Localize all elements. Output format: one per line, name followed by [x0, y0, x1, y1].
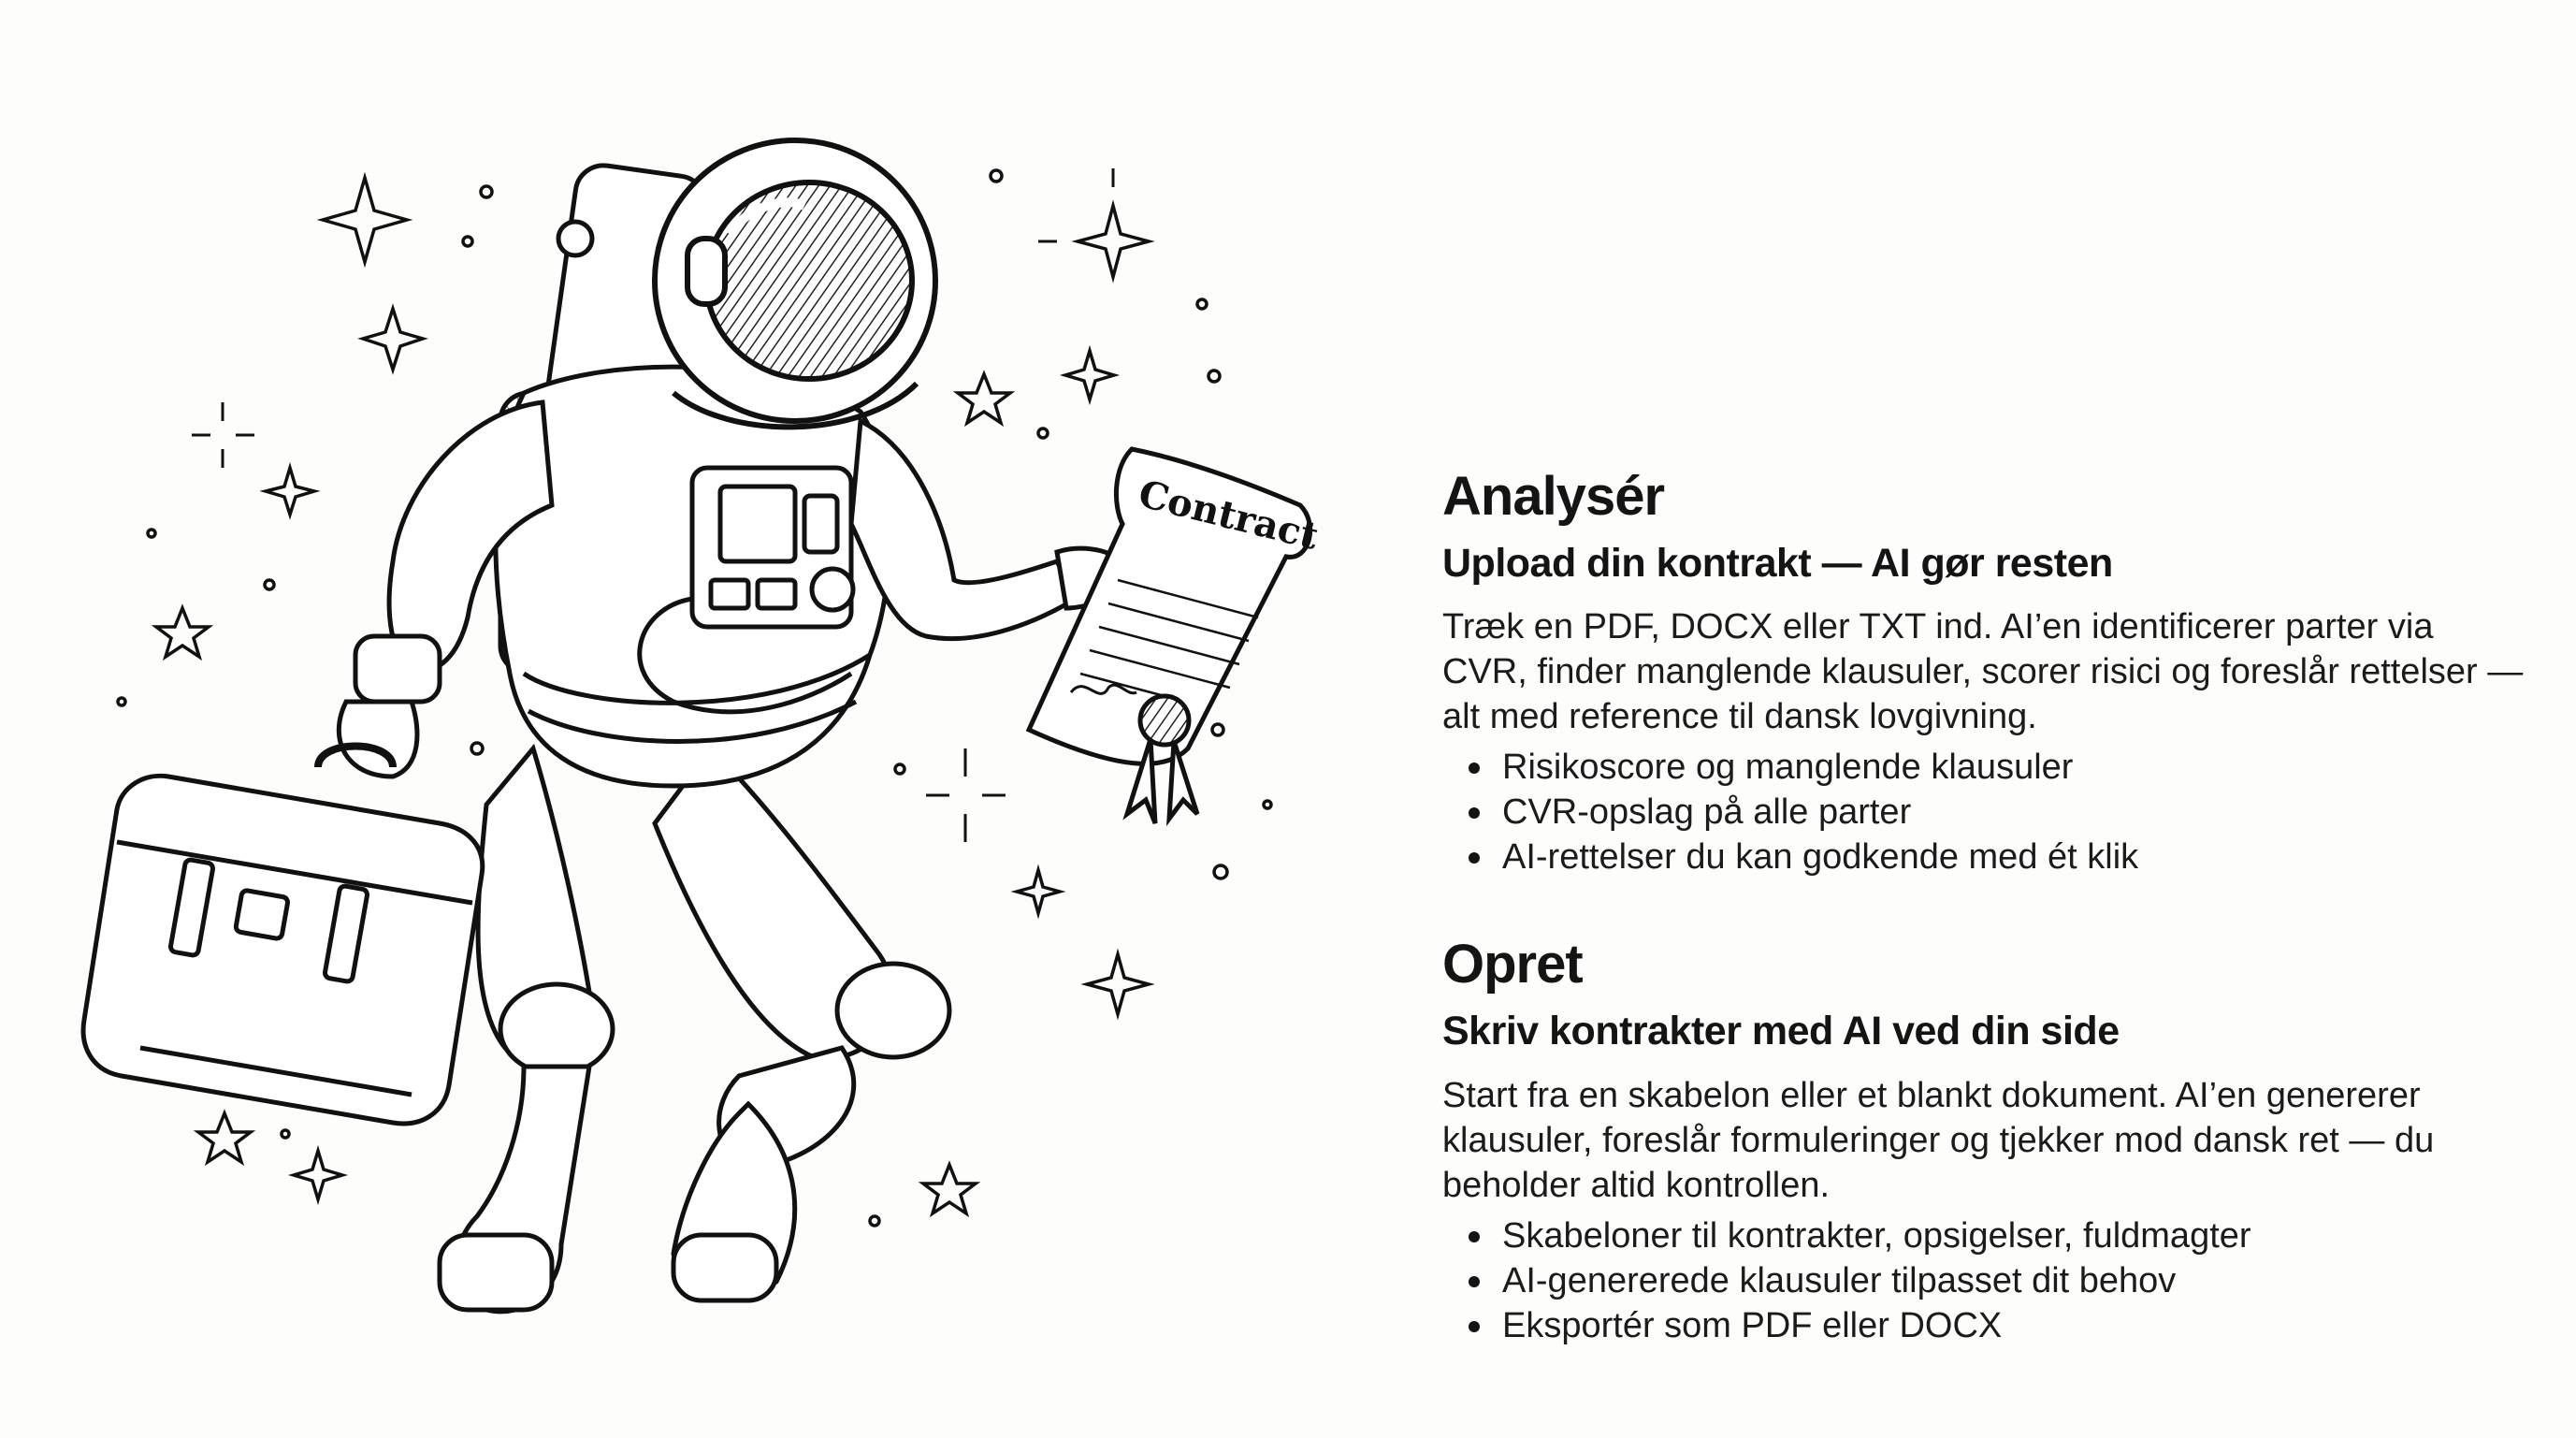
section-title: Analysér [1442, 466, 1665, 527]
right-leg [655, 748, 949, 1300]
contract-scroll-label: Contract [1134, 472, 1324, 559]
section-opret [1442, 934, 2527, 1347]
briefcase-icon [83, 747, 483, 1124]
section-body: Træk en PDF, DOCX eller TXT ind. AI’en identificerer parter via CVR, finder manglende klausuler, scorer risici og foreslår rettelser — alt med reference til dansk lovgivning. [1442, 607, 2524, 737]
list-item: AI-rettelser du kan godkende med ét klik [1465, 835, 2527, 879]
feature-list [1442, 1213, 2527, 1348]
list-item: Skabeloner til kontrakter, opsigelser, fuldmagter [1465, 1213, 2527, 1258]
list-item: Risikoscore og manglende klausuler [1465, 745, 2527, 790]
section-body: Start fra en skabelon eller et blankt dokument. AI’en genererer klausuler, foreslår formuleringer og tjekker mod dansk ret — du beholder altid kontrollen. [1442, 1075, 2435, 1205]
section-subtitle: Skriv kontrakter med AI ved din side [1442, 1008, 2120, 1053]
section-subtitle: Upload din kontrakt — AI gør resten [1442, 540, 2113, 586]
list-item: AI-genererede klausuler tilpasset dit behov [1465, 1258, 2527, 1303]
section-analyse [1442, 466, 2527, 879]
feature-list [1442, 745, 2527, 879]
helmet [655, 140, 935, 427]
list-item: Eksportér som PDF eller DOCX [1465, 1303, 2527, 1348]
list-item: CVR-opslag på alle parter [1465, 790, 2527, 835]
contract-scroll-icon [1029, 449, 1324, 823]
feature-content [1442, 466, 2527, 1402]
section-title: Opret [1442, 934, 1583, 995]
